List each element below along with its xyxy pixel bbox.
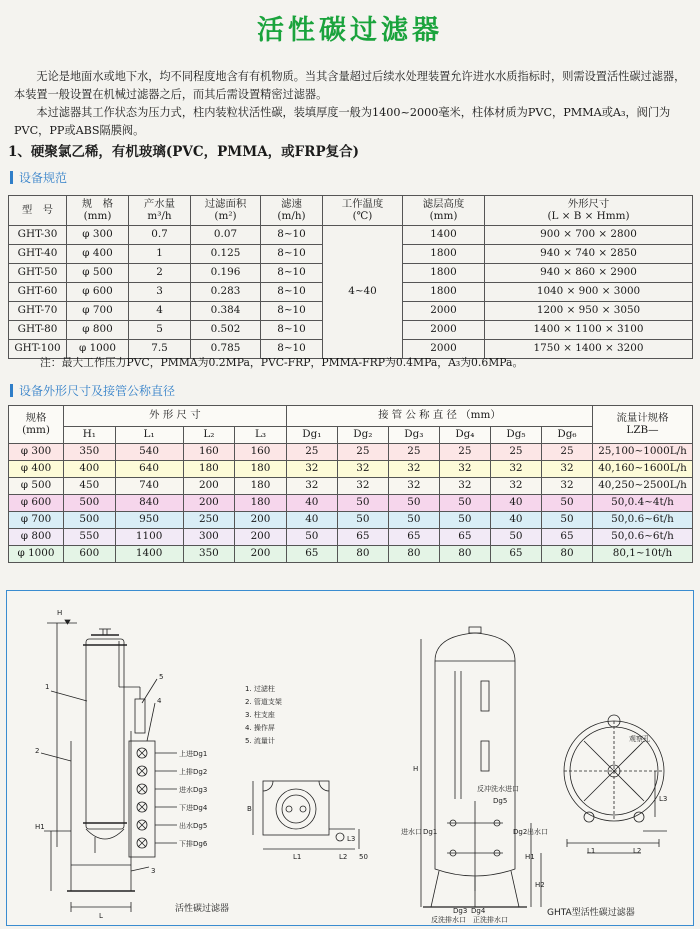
table-cell: φ 500: [67, 264, 129, 283]
temp-cell: 4~40: [323, 226, 403, 359]
table-cell: 25: [388, 444, 439, 461]
label-num3: 3: [151, 867, 156, 875]
table-cell: 2000: [403, 321, 485, 340]
table-cell: φ 700: [67, 302, 129, 321]
label-inlet: 进水口: [401, 828, 422, 836]
table-cell: 25: [439, 444, 490, 461]
table-cell: 640: [115, 461, 183, 478]
spec-col-header: 过滤面积 (m²): [191, 196, 261, 226]
section-spec: 设备规范: [10, 168, 67, 186]
table-row: [9, 529, 693, 546]
table-cell: 0.7: [129, 226, 191, 245]
table-cell: 32: [337, 478, 388, 495]
spec-col-header: 产水量 m³/h: [129, 196, 191, 226]
table-cell: 50: [541, 495, 592, 512]
table-cell: 40: [490, 495, 541, 512]
legend-item: 2. 管道支架: [245, 698, 282, 706]
table-cell: 1200 × 950 × 3050: [485, 302, 693, 321]
dim-l1: L1: [293, 853, 302, 861]
table-cell: 900 × 700 × 2800: [485, 226, 693, 245]
table-cell: 25: [286, 444, 337, 461]
table-cell: 160: [183, 444, 235, 461]
legend-item: 3. 柱支座: [245, 711, 275, 719]
table-cell: 450: [64, 478, 116, 495]
table-cell: 32: [286, 478, 337, 495]
label-backwash-out: 反洗排水口: [431, 916, 466, 924]
table-cell: 2000: [403, 302, 485, 321]
label-dg4: Dg4: [471, 907, 486, 915]
table-cell: 40: [286, 495, 337, 512]
table-cell: GHT-30: [9, 226, 67, 245]
col-outer: 外 形 尺 寸: [64, 406, 287, 427]
table-cell: 740: [115, 478, 183, 495]
table-cell: GHT-40: [9, 245, 67, 264]
table-cell: GHT-60: [9, 283, 67, 302]
table-cell: φ 1000: [67, 340, 129, 359]
table-cell: 0.785: [191, 340, 261, 359]
table-cell: 200: [235, 546, 287, 563]
table-cell: 50: [439, 512, 490, 529]
dim-h2-right: H2: [535, 881, 545, 889]
dim-l2: L2: [339, 853, 348, 861]
valve-label: 上进Dg1: [179, 750, 208, 758]
table-cell: 200: [183, 495, 235, 512]
valve-label: 上排Dg2: [179, 768, 208, 776]
table-cell: 550: [64, 529, 116, 546]
table-cell: φ 800: [67, 321, 129, 340]
dim-sub-header: Dg₁: [286, 427, 337, 444]
dim-sub-header: Dg₅: [490, 427, 541, 444]
table-cell: φ 300: [67, 226, 129, 245]
table-cell: 1400 × 1100 × 3100: [485, 321, 693, 340]
dim-h-right: H: [413, 765, 419, 773]
table-cell: 8~10: [261, 302, 323, 321]
label-dg3: Dg3: [453, 907, 468, 915]
table-cell: 32: [541, 478, 592, 495]
table-cell: 8~10: [261, 226, 323, 245]
table-cell: 65: [490, 546, 541, 563]
table-cell: 200: [183, 478, 235, 495]
table-cell: φ 500: [9, 478, 64, 495]
table-cell: 8~10: [261, 245, 323, 264]
table-cell: 1040 × 900 × 3000: [485, 283, 693, 302]
table-cell: 40: [490, 512, 541, 529]
valve-label: 进水Dg3: [179, 786, 208, 794]
table-cell: 80: [439, 546, 490, 563]
table-cell: 65: [541, 529, 592, 546]
spec-col-header: 工作温度 (℃): [323, 196, 403, 226]
caption-left: 活性碳过滤器: [175, 904, 230, 914]
table-cell: 500: [64, 512, 116, 529]
table-cell: 50: [541, 512, 592, 529]
dim-h1-right: H1: [525, 853, 535, 861]
col-flow: 流量计规格 LZB—: [593, 406, 693, 444]
table-cell: 950: [115, 512, 183, 529]
table-cell: 32: [490, 461, 541, 478]
label-dg1: Dg1: [423, 828, 438, 836]
table-cell: 50,0.6~6t/h: [593, 529, 693, 546]
dim-h: H: [57, 609, 63, 617]
valve-label: 下排Dg6: [179, 840, 208, 848]
legend-item: 5. 流量计: [245, 737, 275, 745]
table-cell: 50: [439, 495, 490, 512]
table-cell: 65: [439, 529, 490, 546]
label-backwash-in: 反冲洗水进口: [477, 785, 519, 793]
table-cell: φ 400: [9, 461, 64, 478]
table-cell: 400: [64, 461, 116, 478]
section-bar: [10, 171, 13, 184]
table-cell: φ 400: [67, 245, 129, 264]
table-cell: 32: [388, 478, 439, 495]
dim-l1-right: L1: [587, 847, 596, 855]
label-manhole: 观察孔: [629, 735, 650, 743]
spec-col-header: 外形尺寸 (L × B × Hmm): [485, 196, 693, 226]
table-row: [9, 546, 693, 563]
table-cell: 2: [129, 264, 191, 283]
table-cell: 1400: [403, 226, 485, 245]
table-cell: φ 1000: [9, 546, 64, 563]
intro-paragraph: 无论是地面水或地下水，均不同程度地含有有机物质。当其含量超过后续水处理装置允许进水水质指标时，则需设置活性碳过滤器，本装置一般设置在机械过滤器之后，而其后需设置精密过滤器。: [14, 70, 686, 101]
table-cell: φ 600: [67, 283, 129, 302]
dim-l2-right: L2: [633, 847, 642, 855]
table-cell: 25: [490, 444, 541, 461]
table-cell: 0.384: [191, 302, 261, 321]
technical-drawing: [6, 590, 694, 926]
table-cell: 940 × 860 × 2900: [485, 264, 693, 283]
table-cell: 2000: [403, 340, 485, 359]
table-cell: GHT-50: [9, 264, 67, 283]
label-num4: 4: [157, 697, 162, 705]
table-cell: 25: [541, 444, 592, 461]
table-cell: 50: [337, 495, 388, 512]
table-cell: 840: [115, 495, 183, 512]
table-cell: 32: [337, 461, 388, 478]
legend-item: 1. 过滤柱: [245, 685, 275, 693]
table-cell: φ 600: [9, 495, 64, 512]
table-cell: 250: [183, 512, 235, 529]
table-cell: 1: [129, 245, 191, 264]
table-cell: φ 700: [9, 512, 64, 529]
table-cell: 80: [388, 546, 439, 563]
table-cell: 8~10: [261, 321, 323, 340]
description-paragraph: 本过滤器其工作状态为压力式，柱内装粒状活性碳，装填厚度一般为1400~2000毫米，柱体材质为PVC，PMMA或A₃，阀门为PVC，PP或ABS隔膜阀。: [14, 106, 671, 137]
dim-b: B: [247, 805, 252, 813]
table-cell: 1800: [403, 264, 485, 283]
table-row: [9, 461, 693, 478]
table-cell: 1400: [115, 546, 183, 563]
table-cell: 200: [235, 529, 287, 546]
pressure-note: 注：最大工作压力PVC，PMMA为0.2MPa，PVC-FRP，PMMA-FRP为0.4MPa，A₃为0.6MPa。: [40, 356, 524, 369]
table-cell: 4: [129, 302, 191, 321]
dim-sub-header: L₃: [235, 427, 287, 444]
dim-sub-header: H₁: [64, 427, 116, 444]
dim-sub-header: Dg₄: [439, 427, 490, 444]
table-cell: 25: [337, 444, 388, 461]
label-wash-drain: 正洗排水口: [473, 916, 508, 924]
table-cell: 3: [129, 283, 191, 302]
table-cell: 160: [235, 444, 287, 461]
table-cell: 80,1~10t/h: [593, 546, 693, 563]
col-spec: 规格 (mm): [9, 406, 64, 444]
table-cell: 32: [439, 461, 490, 478]
table-cell: 180: [235, 478, 287, 495]
table-cell: 0.502: [191, 321, 261, 340]
table-cell: 940 × 740 × 2850: [485, 245, 693, 264]
table-row: [9, 444, 693, 461]
table-cell: GHT-100: [9, 340, 67, 359]
dim-l3-right: L3: [659, 795, 668, 803]
legend-item: 4. 操作屏: [245, 724, 275, 732]
section-bar: [10, 384, 13, 397]
table-cell: φ 300: [9, 444, 64, 461]
table-cell: 500: [64, 495, 116, 512]
spec-col-header: 规 格 (mm): [67, 196, 129, 226]
table-cell: 1750 × 1400 × 3200: [485, 340, 693, 359]
material-heading: 1、硬聚氯乙稀，有机玻璃(PVC，PMMA，或FRP复合): [8, 144, 360, 160]
table-cell: 40,250~2500L/h: [593, 478, 693, 495]
table-cell: 8~10: [261, 283, 323, 302]
dimension-table: [8, 405, 693, 563]
table-cell: 0.125: [191, 245, 261, 264]
table-cell: 350: [64, 444, 116, 461]
table-cell: 180: [235, 495, 287, 512]
dim-sub-header: Dg₂: [337, 427, 388, 444]
table-cell: 7.5: [129, 340, 191, 359]
table-cell: 8~10: [261, 340, 323, 359]
table-row: [9, 495, 693, 512]
caption-right: GHTA型活性碳过滤器: [547, 908, 635, 918]
table-cell: 1100: [115, 529, 183, 546]
table-cell: GHT-80: [9, 321, 67, 340]
valve-label: 下进Dg4: [179, 804, 208, 812]
spec-col-header: 型 号: [9, 196, 67, 226]
col-pipe: 接 管 公 称 直 径 （mm）: [286, 406, 592, 427]
dim-l3: L3: [347, 835, 356, 843]
dim-sub-header: L₁: [115, 427, 183, 444]
dim-sub-header: Dg₃: [388, 427, 439, 444]
label-outlet: 出水口: [527, 828, 548, 836]
page-title: 活性碳过滤器: [257, 15, 443, 46]
dim-sub-header: Dg₆: [541, 427, 592, 444]
spec-table: [8, 195, 693, 359]
table-cell: 80: [337, 546, 388, 563]
table-cell: 0.196: [191, 264, 261, 283]
section-dimensions: 设备外形尺寸及接管公称直径: [10, 381, 175, 399]
table-cell: 65: [337, 529, 388, 546]
dim-l: L: [99, 912, 103, 920]
table-cell: 32: [541, 461, 592, 478]
label-num2: 2: [35, 747, 40, 755]
table-cell: 32: [286, 461, 337, 478]
table-cell: 50: [490, 529, 541, 546]
dim-50: 50: [359, 853, 368, 861]
table-cell: 25,100~1000L/h: [593, 444, 693, 461]
table-cell: 32: [388, 461, 439, 478]
table-cell: 50: [286, 529, 337, 546]
table-row: [9, 512, 693, 529]
spec-col-header: 滤速 (m/h): [261, 196, 323, 226]
table-cell: 65: [388, 529, 439, 546]
spec-col-header: 滤层高度 (mm): [403, 196, 485, 226]
table-cell: 50: [388, 495, 439, 512]
table-cell: 50,0.4~4t/h: [593, 495, 693, 512]
valve-label: 出水Dg5: [179, 822, 208, 830]
table-row: [9, 478, 693, 495]
table-cell: 80: [541, 546, 592, 563]
table-cell: 180: [183, 461, 235, 478]
table-cell: 40,160~1600L/h: [593, 461, 693, 478]
table-cell: 50,0.6~6t/h: [593, 512, 693, 529]
table-cell: 32: [439, 478, 490, 495]
table-cell: 32: [490, 478, 541, 495]
dim-h1: H1: [35, 823, 45, 831]
dim-sub-header: L₂: [183, 427, 235, 444]
table-cell: 50: [337, 512, 388, 529]
table-cell: 5: [129, 321, 191, 340]
table-cell: 600: [64, 546, 116, 563]
table-cell: 300: [183, 529, 235, 546]
table-cell: 350: [183, 546, 235, 563]
table-cell: 180: [235, 461, 287, 478]
table-cell: 50: [388, 512, 439, 529]
label-num5: 5: [159, 673, 164, 681]
label-dg5: Dg5: [493, 797, 508, 805]
table-cell: 200: [235, 512, 287, 529]
table-cell: 65: [286, 546, 337, 563]
table-cell: 1800: [403, 245, 485, 264]
table-cell: GHT-70: [9, 302, 67, 321]
table-cell: 0.07: [191, 226, 261, 245]
table-cell: 1800: [403, 283, 485, 302]
table-cell: 8~10: [261, 264, 323, 283]
table-cell: 540: [115, 444, 183, 461]
table-row: [9, 226, 693, 245]
table-cell: 40: [286, 512, 337, 529]
table-cell: φ 800: [9, 529, 64, 546]
label-num1: 1: [45, 683, 50, 691]
table-cell: 0.283: [191, 283, 261, 302]
label-dg2: Dg2: [513, 828, 528, 836]
